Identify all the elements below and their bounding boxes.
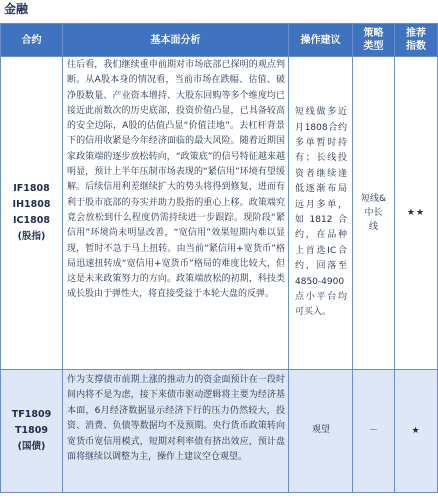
contract-code: TF1809: [11, 409, 52, 420]
contract-cell: [1, 57, 63, 370]
header-advice: 操作建议: [289, 24, 353, 57]
section-title: 金融: [4, 2, 29, 16]
strategy-type-cell: [353, 370, 395, 493]
recommend-stars: ★★: [395, 57, 438, 370]
strategy-type-text: －: [368, 426, 378, 436]
contract-code: T1809: [15, 425, 48, 436]
analysis-text: 往后看，我们继续重申前期对市场底部已探明的观点判断。从A股本身的情况看，当前市场在跌幅、估值、破净股数量、产业资本增持、大股东回购等多个维度均已接近此前数次的历史底部，投资价值凸显，已具备较高的安全边际，A股的估值凸显“价值洼地”。去杠杆背景下的信用收紧是今年经济面临的最大风险。随着近期国家政策端的逐步放松转向，“政策底”的信号特征越来越明显，预计上半年压制市场表现的“紧信用”环境有望缓解。后续信用利差继续扩大的势头将得到修复，进而有利于股市底部的夯实并助力股指的重心上移。政策端究竟会放松到什么程度仍需持续进一步跟踪。现阶段“紧信用”环境尚未明显改善，“宽信用”效果短期内难以显现，暂时不急于马上扭转。由当前“紧信用+宽货币”格局迅速扭转成“宽信用+宽货币”格局的难度比较大，但这是未来政策努力的方向。政策端放松的初期，科技类成长股由于弹性大，将直接受益于本轮大盘的反弹。: [63, 57, 289, 370]
contract-code: IC1808: [13, 215, 50, 226]
contract-category: (股指): [17, 231, 46, 242]
recommend-stars: ★: [395, 370, 438, 493]
advice-text: 短线做多近月1808合约多单暂时持有；长线投资者继续逢低逐渐布局远月多单，如1812合约，在品种上首选IC合约，回落至4850-4900点小平台均可买入。: [289, 57, 353, 370]
strategy-type-text: 短线&: [360, 194, 387, 204]
advice-text: 观望: [289, 370, 353, 493]
table-row-index-futures: [1, 57, 438, 370]
strategy-table: [0, 23, 438, 493]
contract-code: IH1808: [12, 199, 51, 210]
strategy-type-text: 中长: [364, 208, 383, 218]
contract-code: IF1808: [13, 183, 50, 194]
contract-category: (国债): [17, 441, 46, 452]
strategy-type-cell: [353, 57, 395, 370]
header-strategy-type: 策略类型: [353, 24, 395, 57]
strategy-type-text: 线: [368, 222, 378, 232]
header-analysis: 基本面分析: [63, 24, 289, 57]
table-header-row: [1, 24, 438, 57]
contract-cell: [1, 370, 63, 493]
header-recommend-index: 推荐指数: [395, 24, 438, 57]
table-row-treasury-futures: [1, 370, 438, 493]
analysis-text: 作为支撑债市前期上涨的推动力的资金面预计在一段时间内将不是为虑，接下来债市驱动逻辑将主要为经济基本面，6月经济数据显示经济下行的压力仍然较大，投资、消费、负债等数据均不及预期。央行货币政策转向宽货币宽信用模式，短期对利率债有挤出效应，预计盘面将继续以调整为主，操作上建议空仓观望。: [63, 370, 289, 493]
header-contract: 合约: [1, 24, 63, 57]
